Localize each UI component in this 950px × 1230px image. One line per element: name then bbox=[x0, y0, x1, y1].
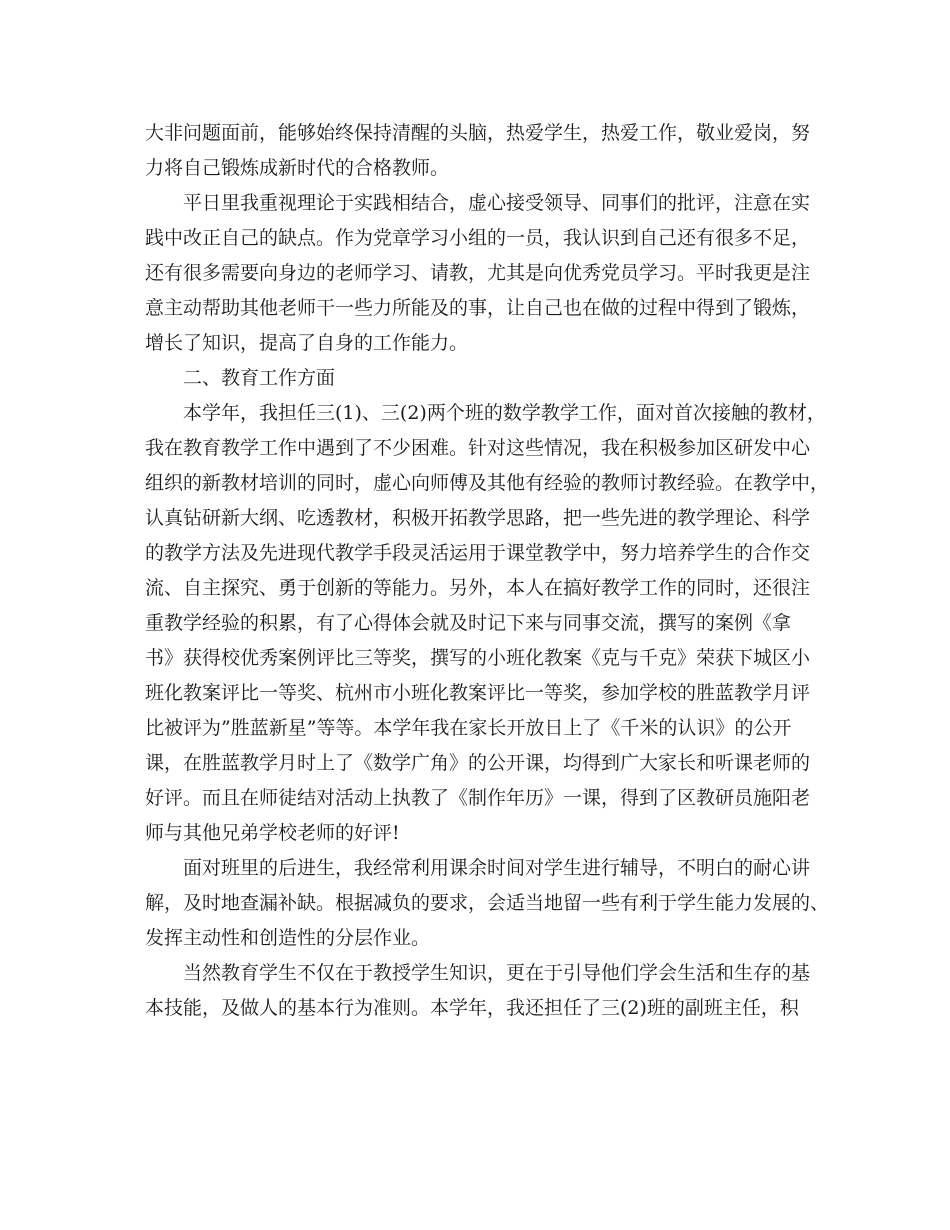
text-line: 比被评为”胜蓝新星”等等。本学年我在家长开放日上了《千米的认识》的公开 bbox=[145, 717, 792, 739]
text-line: 书》获得校优秀案例评比三等奖，撰写的小班化教案《克与千克》荣获下城区小 bbox=[145, 647, 811, 669]
text-line: 流、自主探究、勇于创新的等能力。另外，本人在搞好教学工作的同时，还很注 bbox=[145, 577, 811, 599]
text-line: 意主动帮助其他老师干一些力所能及的事，让自己也在做的过程中得到了锻炼， bbox=[145, 297, 811, 319]
text-line: 大非问题面前，能够始终保持清醒的头脑，热爱学生，热爱工作，敬业爱岗，努 bbox=[145, 122, 811, 144]
paragraph-start-line: 本学年，我担任三(1)、三(2)两个班的数学教学工作，面对首次接触的教材， bbox=[183, 402, 826, 424]
text-line: 力将自己锻炼成新时代的合格教师。 bbox=[145, 157, 450, 179]
text-line: 认真钻研新大纲、吃透教材，积极开拓教学思路，把一些先进的教学理论、科学 bbox=[145, 507, 811, 529]
text-line: 本技能，及做人的基本行为准则。本学年，我还担任了三(2)班的副班主任，积 bbox=[145, 997, 799, 1019]
text-line: 好评。而且在师徒结对活动上执教了《制作年历》一课，得到了区教研员施阳老 bbox=[145, 787, 811, 809]
text-line: 发挥主动性和创造性的分层作业。 bbox=[145, 927, 431, 949]
text-line: 的教学方法及先进现代教学手段灵活运用于课堂教学中，努力培养学生的合作交 bbox=[145, 542, 811, 564]
paragraph-start-line: 当然教育学生不仅在于教授学生知识，更在于引导他们学会生活和生存的基 bbox=[183, 962, 811, 984]
paragraph-start-line: 面对班里的后进生，我经常利用课余时间对学生进行辅导，不明白的耐心讲 bbox=[183, 857, 811, 879]
text-line: 践中改正自己的缺点。作为党章学习小组的一员，我认识到自己还有很多不足， bbox=[145, 227, 811, 249]
text-line: 我在教育教学工作中遇到了不少困难。针对这些情况，我在积极参加区研发中心 bbox=[145, 437, 811, 459]
text-line: 增长了知识，提高了自身的工作能力。 bbox=[145, 332, 469, 354]
paragraph-start-line: 平日里我重视理论于实践相结合，虚心接受领导、同事们的批评，注意在实 bbox=[183, 192, 811, 214]
text-line: 解，及时地查漏补缺。根据减负的要求，会适当地留一些有利于学生能力发展的、 bbox=[145, 892, 830, 914]
text-line: 组织的新教材培训的同时，虚心向师傅及其他有经验的教师讨教经验。在教学中， bbox=[145, 472, 830, 494]
text-line: 重教学经验的积累，有了心得体会就及时记下来与同事交流，撰写的案例《拿 bbox=[145, 612, 792, 634]
section-heading: 二、教育工作方面 bbox=[183, 367, 336, 389]
text-line: 课，在胜蓝教学月时上了《数学广角》的公开课，均得到广大家长和听课老师的 bbox=[145, 752, 811, 774]
text-line: 还有很多需要向身边的老师学习、请教，尤其是向优秀党员学习。平时我更是注 bbox=[145, 262, 811, 284]
text-line: 师与其他兄弟学校老师的好评! bbox=[145, 822, 400, 844]
text-line: 班化教案评比一等奖、杭州市小班化教案评比一等奖，参加学校的胜蓝教学月评 bbox=[145, 682, 811, 704]
